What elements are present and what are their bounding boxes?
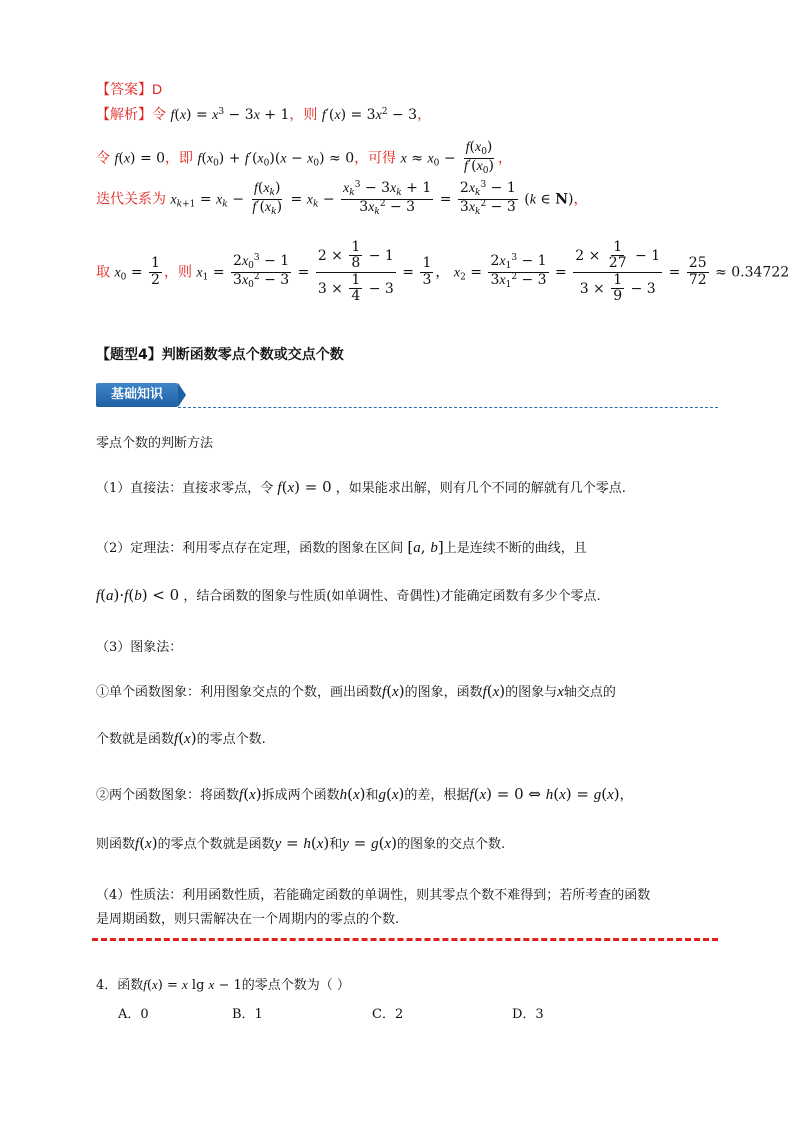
method-text: 和 <box>329 837 343 852</box>
answer-line <box>96 79 162 99</box>
method-text: ，结合函数的图象与性质(如单调性、奇偶性)才能确定函数有多少个零点. <box>183 589 601 604</box>
method-3b-cont: 则函数f(x)的零点个数就是函数y = h(x)和y = g(x)的图象的交点个数. <box>96 834 506 852</box>
analysis-text: 令 <box>152 107 166 123</box>
method-text: 则函数 <box>96 837 136 852</box>
option-c[interactable]: C．2 <box>372 1007 404 1022</box>
method-text: 和 <box>365 788 379 803</box>
analysis-text: ，可得 <box>354 150 397 167</box>
method-text: 的图象，函数 <box>404 685 483 700</box>
method-3: （3）图象法： <box>96 640 183 655</box>
method-text: 轴交点的 <box>563 685 616 700</box>
analysis-text: ，即 <box>165 150 194 167</box>
analysis-text: 令 <box>96 150 110 167</box>
method-1: （1）直接法：直接求零点，令 f(x) = 0 ，如果能求出解，则有几个不同的解就有几个零点. <box>96 478 626 496</box>
method-text: ， <box>619 788 633 803</box>
option-b[interactable]: B．1 <box>232 1007 263 1022</box>
analysis-line-4: 取 $x_0$ = $\frac{1}{2}$ ，则 $x_1$ = $\frac{2x_0^3 - 1}{3x_0^2 - 3}$ = 2 × $\frac{1}{8}$ − 1 3 × $\frac{1}{4}$ − 3 = $\frac{1}{3}$ ， $x_2$ = $\frac{2x_1^3 - 1}{3x_1^2 - 3}$ = 2 × $\frac{1}{27}$ − 1 3 × $\frac{1}{9}$ − 3 = $\frac{25}{72}$ ≈ 0.34722 <box>96 239 790 305</box>
method-text: （1）直接法：直接求零点，令 <box>96 481 274 496</box>
analysis-line-1: 【解析】令 $f(x) = x^3 - 3x + 1$，则 $f'(x) = 3x^2 - 3$， <box>96 107 432 123</box>
analysis-label: 【解析】 <box>96 107 152 123</box>
option-a[interactable]: A．0 <box>118 1007 149 1022</box>
section-title: 【题型4】判断函数零点个数或交点个数 <box>96 347 344 363</box>
method-text: 的图象的交点个数. <box>396 837 506 852</box>
method-text: 上是连续不断的曲线，且 <box>443 541 587 556</box>
red-divider <box>92 938 718 941</box>
knowledge-badge: 基础知识 <box>96 383 178 407</box>
analysis-text: ， <box>417 107 432 123</box>
analysis-text: 迭代关系为 <box>96 191 166 208</box>
section-divider <box>178 407 718 408</box>
analysis-text: ，则 <box>289 107 318 123</box>
analysis-text: 取 <box>96 264 110 281</box>
method-text: 的图象与 <box>505 685 558 700</box>
method-text: 的零点个数就是函数 <box>157 837 275 852</box>
method-text: 的零点个数. <box>196 732 266 747</box>
method-text: 拆成两个函数 <box>261 788 340 803</box>
method-3a-cont: 个数就是函数f(x)的零点个数. <box>96 729 266 747</box>
method-text: ①单个函数图象：利用图象交点的个数，画出函数 <box>96 685 383 700</box>
method-2-cont: f(a)·f(b) < 0 ，结合函数的图象与性质(如单调性、奇偶性)才能确定函数有多少个零点. <box>96 586 601 604</box>
method-text: 个数就是函数 <box>96 732 175 747</box>
analysis-text: ， <box>573 191 588 208</box>
question-stem: 4．函数f(x) = x lg x − 1的零点个数为（ ） <box>96 977 350 993</box>
method-2: （2）定理法：利用零点存在定理，函数的图象在区间 [a, b]上是连续不断的曲线，且 <box>96 538 587 556</box>
intro-text: 零点个数的判断方法 <box>96 436 214 451</box>
analysis-text: ， <box>497 150 512 167</box>
question-number: 4．函数 <box>96 978 144 993</box>
answer-label: 【答案】 <box>96 82 152 98</box>
method-4: （4）性质法：利用函数性质，若能确定函数的单调性，则其零点个数不难得到；若所考查的函数 <box>96 888 651 903</box>
method-3b: ②两个函数图象：将函数f(x)拆成两个函数h(x)和g(x)的差，根据f(x) = 0 ⇔ h(x) = g(x)， <box>96 785 633 803</box>
analysis-text: ， <box>435 264 450 281</box>
method-text: （2）定理法：利用零点存在定理，函数的图象在区间 <box>96 541 404 556</box>
question-tail: 的零点个数为（ ） <box>241 978 350 993</box>
approx-value: ≈ 0.34722 <box>715 264 790 281</box>
option-d[interactable]: D．3 <box>512 1007 544 1022</box>
method-text: ②两个函数图象：将函数 <box>96 788 240 803</box>
method-text: 的差，根据 <box>404 788 470 803</box>
method-text: ，如果能求出解，则有几个不同的解就有几个零点. <box>335 481 626 496</box>
method-4-cont: 是周期函数，则只需解决在一个周期内的零点的个数. <box>96 912 400 927</box>
analysis-text: ，则 <box>163 264 192 281</box>
answer-value: D <box>152 81 163 97</box>
analysis-line-2: 令 f(x) = 0，即 $f(x_0) + f'(x_0)(x - x_0) \approx 0$，可得 $x \approx x_0$ − $\frac{f(x_0)}{f'(x_0)}$ ， <box>96 139 512 176</box>
method-3a: ①单个函数图象：利用图象交点的个数，画出函数f(x)的图象，函数f(x)的图象与x轴交点的 <box>96 682 616 700</box>
formula-f: f <box>170 108 175 123</box>
analysis-line-3: 迭代关系为 $x_{k+1} = x_k$ − $\frac{f(x_k)}{f'(x_k)}$ = $x_k$ − $\frac{x_k^3 - 3x_k + 1}{3x_k^2 - 3}$ = $\frac{2x_k^3 - 1}{3x_k^2 - 3}$ (k ∈ N)， <box>96 180 588 217</box>
